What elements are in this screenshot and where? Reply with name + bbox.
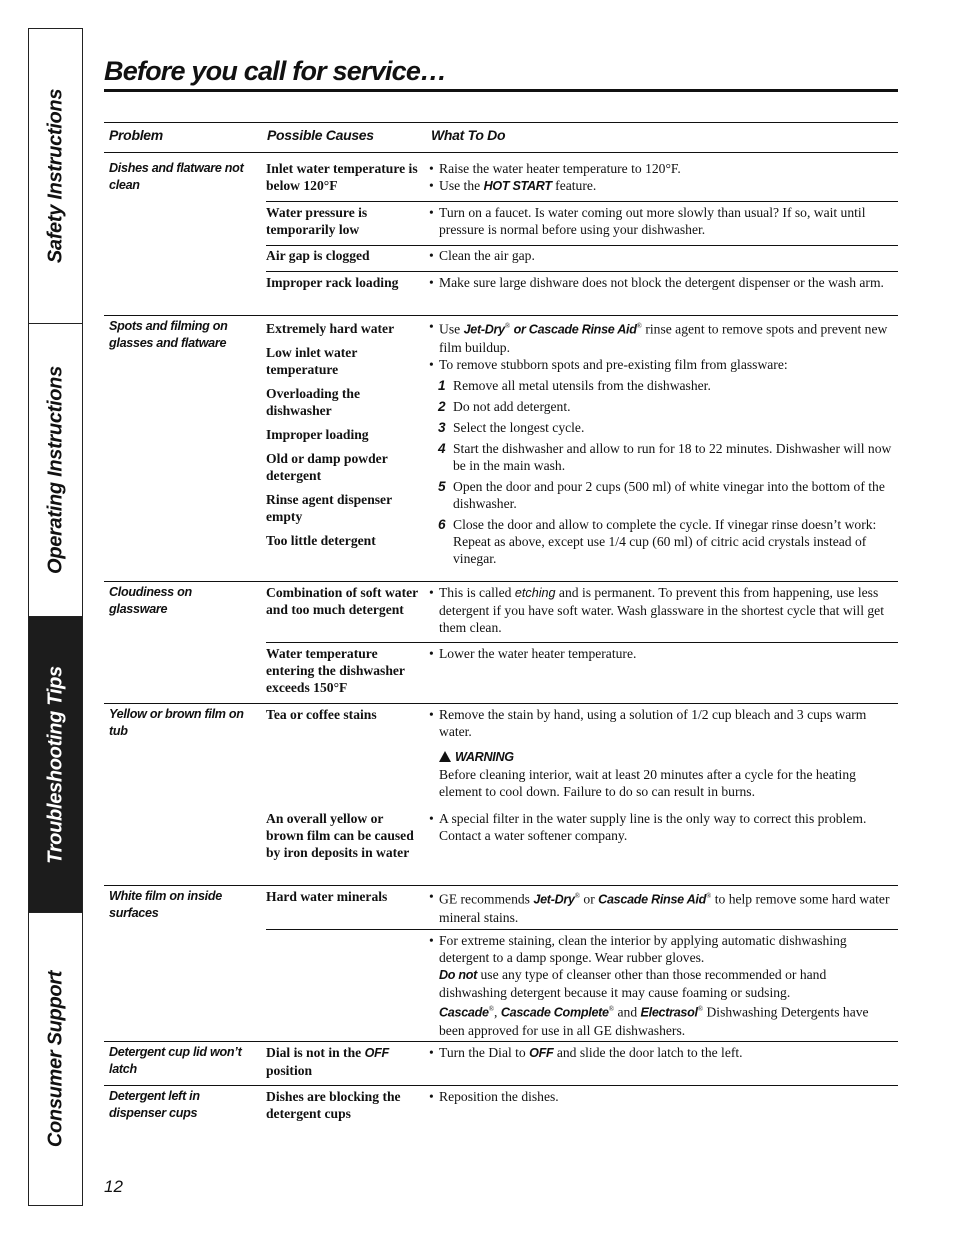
solution-air-gap [429,247,894,264]
bullet-text: • Clean the air gap. [429,247,894,264]
bullet-text: • For extreme staining, clean the interior by applying automatic dishwashing detergent to a damp sponge. Wear rubber gloves. Do not use any type of cleanser other than those recommended or hand dishwashing detergent because it may cause foaming or sudsing. Cascade®, Cascade Complete® and Electrasol® Dishwashing Detergents have been approved for use in all GE dishwashers. [429,932,894,1039]
cause-item: Old or damp powder detergent [266,451,388,483]
warning-heading: WARNING [439,748,894,766]
row-divider [104,703,898,704]
bullet-text: • Use Jet-Dry® or Cascade Rinse Aid® rinse agent to remove spots and prevent new film buildup. [429,318,894,356]
problem-white-film: White film on inside surfaces [109,889,222,920]
cause-hard-water: Hard water minerals [266,889,388,904]
row-divider [104,581,898,582]
problem-cup-lid: Detergent cup lid won’t latch [109,1045,242,1076]
solution-extreme-staining [429,932,894,1039]
bullet-text: • Lower the water heater temperature. [429,645,894,662]
cause-rack-loading: Improper rack loading [266,275,399,290]
bullet-text: • To remove stubborn spots and pre-existing film from glassware: [429,356,894,373]
warning-text: Before cleaning interior, wait at least 20 minutes after a cycle for the heating element to cool down. Failure to do so can result in burns. [439,767,856,799]
cause-soft-water: Combination of soft water and too much detergent [266,585,418,617]
cause-water-pressure: Water pressure is temporarily low [266,205,368,237]
tab-label: Troubleshooting Tips [44,665,66,864]
problem-cloudiness: Cloudiness on glassware [109,585,192,616]
bullet-text: • GE recommends Jet-Dry® or Cascade Rinse Aid® to help remove some hard water mineral stains. [429,888,894,926]
header-problem: Problem [109,127,163,143]
header-what-to-do: What To Do [431,127,506,143]
cause-item: Rinse agent dispenser empty [266,492,392,524]
step-item: 3 Select the longest cycle. [438,419,585,435]
row-divider [104,1041,898,1042]
warning-block [429,748,894,800]
title-rule [104,89,898,92]
tab-operating-instructions[interactable] [29,324,82,617]
solution-dishes-blocking [429,1088,894,1105]
problem-spots-filming: Spots and filming on glasses and flatware [109,319,228,350]
page-title: Before you call for service… [104,56,447,86]
cause-item: Extremely hard water [266,321,395,336]
sub-row-divider [266,201,898,202]
tab-label: Operating Instructions [44,366,66,574]
hot-start-label: HOT START [483,179,552,193]
tab-troubleshooting-tips[interactable] [29,617,82,913]
row-divider [104,885,898,886]
bullet-text: • Remove the stain by hand, using a solution of 1/2 cup bleach and 3 cups warm water. [429,706,894,740]
step-item: 1 Remove all metal utensils from the dishwasher. [438,377,711,393]
sub-row-divider [266,642,898,643]
cause-tea-coffee: Tea or coffee stains [266,707,377,722]
page-number: 12 [104,1177,123,1196]
bullet-text: • This is called etching and is permanent. To prevent this from happening, use less detergent if you have soft water. Wash glassware in the shortest cycle that will get them clean. [429,584,894,636]
bullet-text: • Turn on a faucet. Is water coming out more slowly than usual? If so, wait until pressure is normal before using your dishwasher. [429,204,894,238]
header-rule [104,122,898,123]
solution-water-pressure [429,204,894,238]
cause-item: Low inlet water temperature [266,345,358,377]
sub-row-divider [266,271,898,272]
bullet-text: • Raise the water heater temperature to 120°F. [429,160,894,177]
problem-dishes-not-clean: Dishes and flatware not clean [109,161,244,192]
warning-icon [439,751,451,762]
bullet-text: • Make sure large dishware does not block the detergent dispenser or the wash arm. [429,274,894,291]
cause-dishes-blocking: Dishes are blocking the detergent cups [266,1089,401,1121]
solution-water-too-hot [429,645,894,662]
solution-dial-not-off [429,1044,894,1062]
row-divider [104,315,898,316]
row-divider [104,152,898,153]
causes-spots-filming [266,320,424,556]
tab-safety-instructions[interactable] [29,29,82,324]
solution-iron-deposits [429,810,894,844]
sub-row-divider [266,245,898,246]
bullet-text: • Turn the Dial to OFF and slide the door latch to the left. [429,1044,894,1062]
side-tabs [28,28,83,1206]
cause-item: Too little detergent [266,533,376,548]
header-possible-causes: Possible Causes [267,127,374,143]
solution-spots-filming [429,318,894,571]
solution-soft-water [429,584,894,636]
bullet-text: • Use the HOT START feature. [429,177,894,195]
cause-item: Improper loading [266,427,369,442]
solution-rack-loading [429,274,894,291]
cause-air-gap: Air gap is clogged [266,248,370,263]
problem-detergent-left: Detergent left in dispenser cups [109,1089,200,1120]
cause-water-too-hot: Water temperature entering the dishwasher exceeds 150°F [266,646,405,695]
bullet-text: • A special filter in the water supply line is the only way to correct this problem. Contact a water softener company. [429,810,894,844]
solution-tea-coffee [429,706,894,800]
step-item: 6 Close the door and allow to complete the cycle. If vinegar rinse doesn’t work: Repeat as above, except use 1/4 cup (60 ml) of citric acid crystals instead of vinegar. [438,516,877,566]
tab-label: Safety Instructions [44,88,66,264]
step-item: 2 Do not add detergent. [438,398,571,414]
cause-inlet-temp: Inlet water temperature is below 120°F [266,161,418,193]
tab-label: Consumer Support [44,970,66,1148]
cause-dial-not-off: Dial is not in the OFF position [266,1045,389,1078]
bullet-text: • Reposition the dishes. [429,1088,894,1105]
cause-item: Overloading the dishwasher [266,386,361,418]
cause-iron-deposits: An overall yellow or brown film can be caused by iron deposits in water [266,811,414,860]
solution-hard-water [429,888,894,926]
sub-row-divider [266,929,898,930]
row-divider [104,1085,898,1086]
step-item: 4 Start the dishwasher and allow to run for 18 to 22 minutes. Dishwasher will now be in the main wash. [438,440,892,473]
solution-inlet-temp [429,160,894,195]
tab-consumer-support[interactable] [29,913,82,1205]
step-item: 5 Open the door and pour 2 cups (500 ml) of white vinegar into the bottom of the dishwasher. [438,478,885,511]
problem-yellow-film: Yellow or brown film on tub [109,707,244,738]
